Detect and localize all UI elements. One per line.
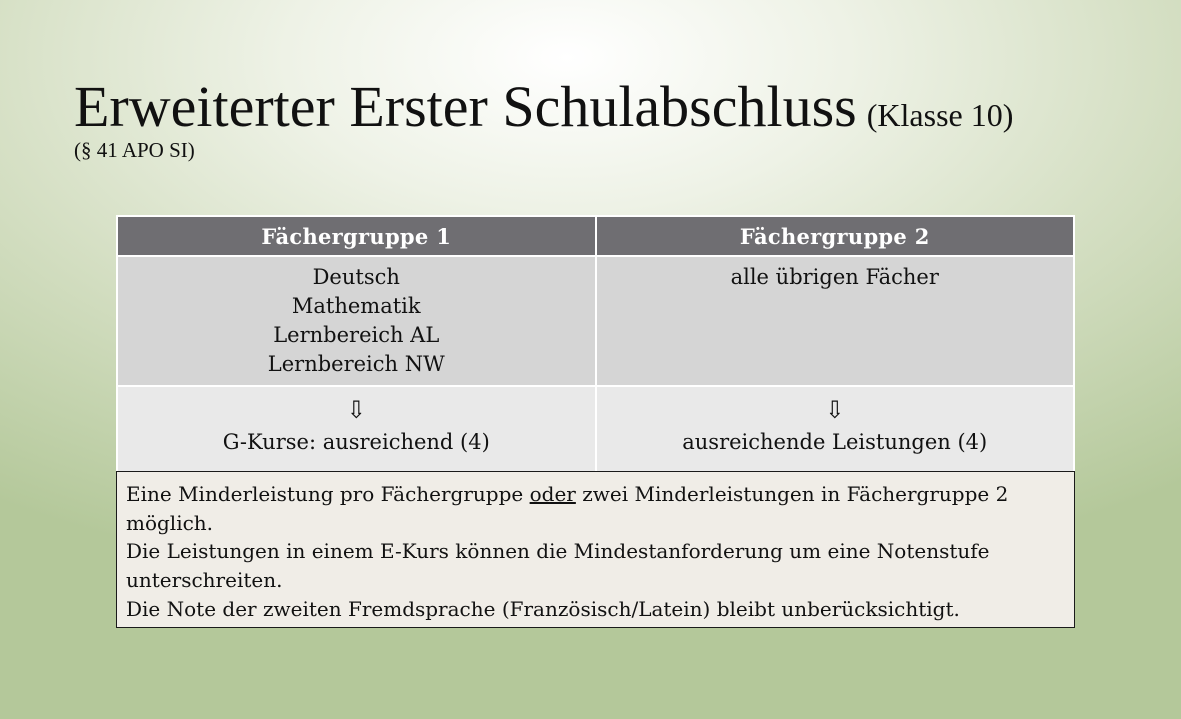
header-group1: Fächergruppe 1 [117, 216, 596, 256]
subject-group-table [116, 215, 1075, 475]
down-arrow-icon: ⇩ [346, 396, 367, 424]
note-line-3: Die Note der zweiten Fremdsprache (Französisch/Latein) bleibt unberücksichtigt. [126, 596, 960, 621]
note-1-text-a: Eine Minderleistung pro Fächergruppe [126, 482, 530, 506]
table-header-row [117, 216, 1074, 256]
requirement-cell-group2 [596, 386, 1075, 474]
requirement-cell-group1 [117, 386, 596, 474]
title-block [74, 74, 1114, 163]
subject-item: Lernbereich AL [273, 323, 440, 347]
subjects-cell-group1 [117, 256, 596, 386]
slide-subtitle: (§ 41 APO SI) [74, 138, 195, 162]
requirement-text: G-Kurse: ausreichend (4) [222, 430, 490, 454]
requirements-row [117, 386, 1074, 474]
note-line-2: Die Leistungen in einem E-Kurs können die Mindestanforderung um eine Notenstufe unterschreiten. [126, 539, 990, 593]
note-line-1 [126, 480, 1065, 537]
requirement-text: ausreichende Leistungen (4) [682, 430, 988, 454]
subject-item: Lernbereich NW [267, 352, 445, 376]
subject-item: Deutsch [312, 265, 400, 289]
slide-title-suffix: (Klasse 10) [866, 97, 1014, 133]
down-arrow-icon: ⇩ [824, 396, 845, 424]
note-1-text-b: zwei Minderleistungen in Fächergruppe 2 möglich. [126, 482, 1009, 535]
subject-item: Mathematik [291, 294, 421, 318]
subject-item: alle übrigen Fächer [730, 265, 939, 289]
slide-title: Erweiterter Erster Schulabschluss [74, 74, 857, 139]
subjects-row [117, 256, 1074, 386]
notes-box [116, 471, 1075, 628]
title-line [74, 74, 1114, 139]
note-1-emphasis: oder [529, 482, 576, 506]
subjects-cell-group2 [596, 256, 1075, 386]
header-group2: Fächergruppe 2 [596, 216, 1075, 256]
